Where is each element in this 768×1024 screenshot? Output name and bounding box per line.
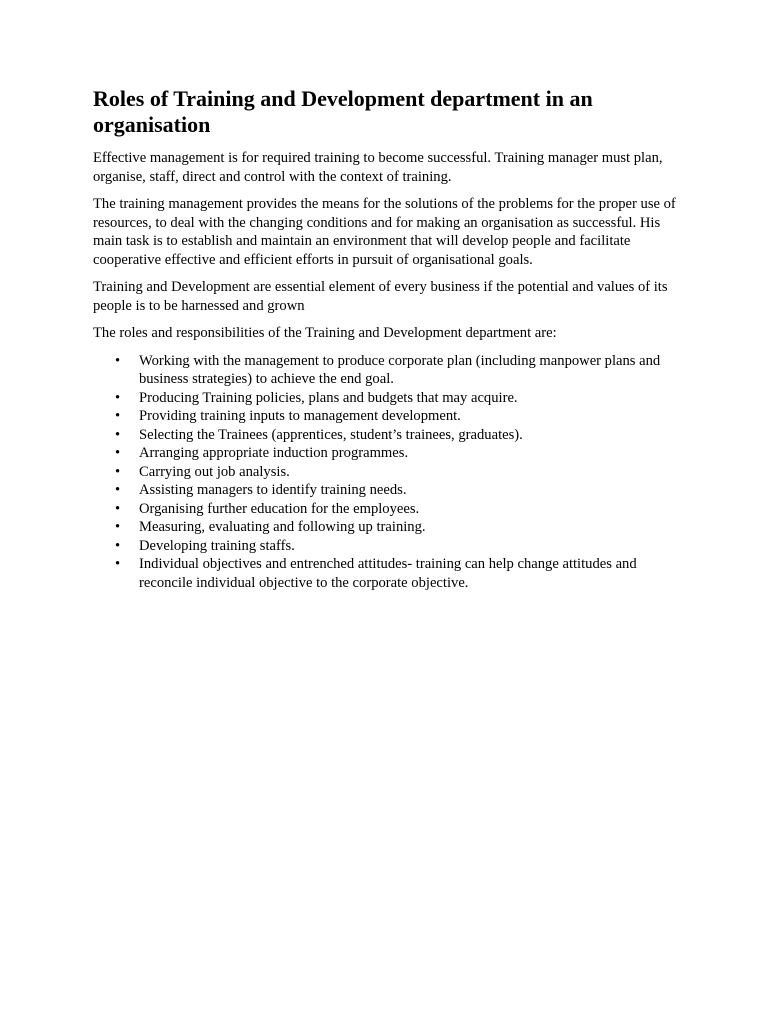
list-item-text: Carrying out job analysis. <box>139 463 290 480</box>
list-item <box>93 444 683 463</box>
bullet-icon: • <box>115 426 121 443</box>
paragraph-training-management: The training management provides the means for the solutions of the problems for the proper use of resources, to deal with the changing conditions and for making an organisation as successful. His main task is to establish and maintain an environment that will develop people and facilitate cooperative effective and efficient efforts in pursuit of organisational goals. <box>93 196 676 268</box>
list-item-text: Working with the management to produce corporate plan (including manpower plans and business strategies) to achieve the end goal. <box>139 352 661 387</box>
list-item <box>93 518 683 537</box>
list-item-text: Arranging appropriate induction programmes. <box>139 445 409 461</box>
bullet-icon: • <box>115 482 121 498</box>
bullet-icon: • <box>115 389 121 406</box>
paragraph-roles-intro: The roles and responsibilities of the Training and Development department are: <box>93 325 557 341</box>
paragraph-essential-element: Training and Development are essential element of every business if the potential and values of its people is to be harnessed and grown <box>93 279 668 314</box>
bullet-icon: • <box>115 500 121 517</box>
list-item-text: Measuring, evaluating and following up training. <box>139 519 426 535</box>
paragraph-intro: Effective management is for required training to become successful. Training manager must plan, organise, staff, direct and control with the context of training. <box>93 150 663 185</box>
bullet-icon: • <box>115 352 121 369</box>
list-item-text: Assisting managers to identify training needs. <box>139 482 407 498</box>
list-item <box>93 463 683 482</box>
bullet-icon: • <box>115 408 121 424</box>
list-item <box>93 407 683 426</box>
bullet-icon: • <box>115 463 121 480</box>
list-item <box>93 389 683 408</box>
roles-list <box>93 352 683 593</box>
list-item <box>93 555 683 592</box>
list-item <box>93 352 683 389</box>
list-item <box>93 481 683 500</box>
list-item <box>93 537 683 556</box>
bullet-icon: • <box>115 519 121 535</box>
list-item-text: Producing Training policies, plans and budgets that may acquire. <box>139 389 518 406</box>
list-item-text: Developing training staffs. <box>139 537 295 554</box>
document-page <box>93 86 683 592</box>
document-title: Roles of Training and Development department in an organisation <box>93 86 593 137</box>
bullet-icon: • <box>115 445 121 461</box>
list-item-text: Organising further education for the employees. <box>139 500 420 517</box>
list-item-text: Providing training inputs to management development. <box>139 408 461 424</box>
bullet-icon: • <box>115 556 121 572</box>
list-item-text: Individual objectives and entrenched attitudes- training can help change attitudes and reconcile individual objective to the corporate objective. <box>139 556 637 591</box>
list-item <box>93 500 683 519</box>
bullet-icon: • <box>115 537 121 554</box>
list-item-text: Selecting the Trainees (apprentices, student’s trainees, graduates). <box>139 426 523 443</box>
list-item <box>93 426 683 445</box>
